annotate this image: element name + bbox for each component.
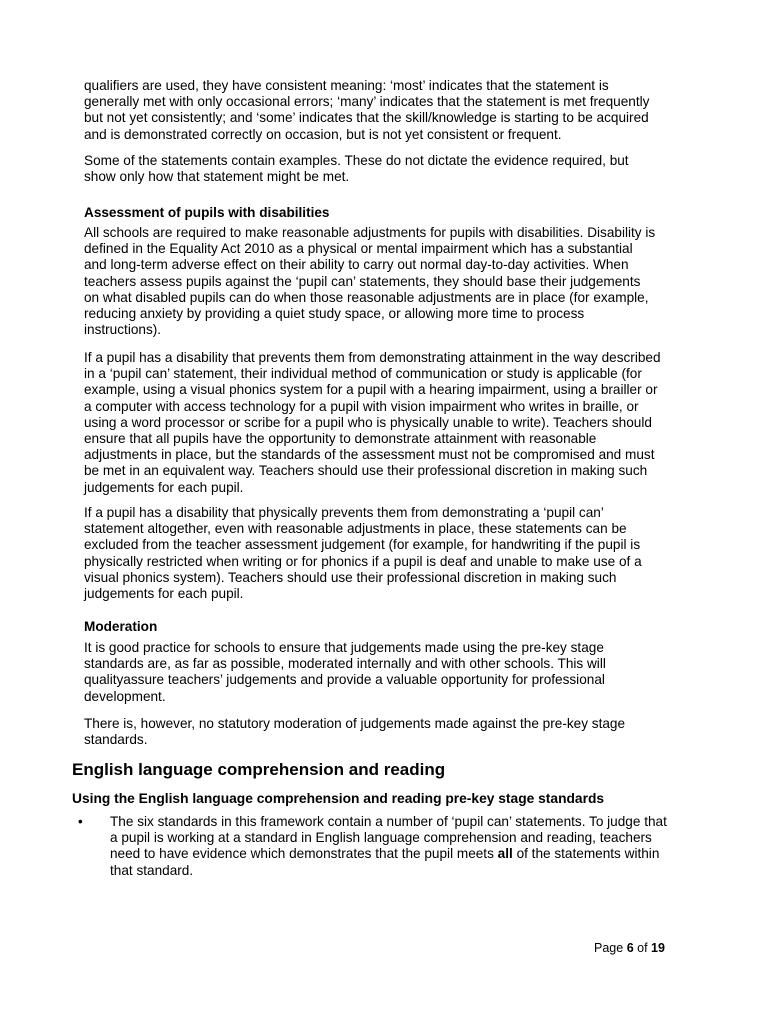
total-pages: 19	[651, 941, 665, 955]
intro-paragraph-1: qualifiers are used, they have consistent meaning: ‘most’ indicates that the statement is generally met with only occasional errors; ‘many’ indicates that the statement is met frequently but not yet consistently; and ‘some’ indicates that the skill/knowledge is starting to be acquired and is demonstrated correctly on occasion, but is not yet consistent or frequent.	[84, 78, 650, 142]
disabilities-paragraph-1: All schools are required to make reasonable adjustments for pupils with disabilities. Disability is defined in the Equality Act 2010 as a physical or mental impairment which has a substantial and long-term adverse effect on their ability to carry out normal day-to-day activities. When teachers assess pupils against the ‘pupil can’ statements, they should base their judgements on what disabled pupils can do when those reasonable adjustments are in place (for example, reducing anxiety by providing a quiet study space, or allowing more time to process instructions).	[84, 225, 656, 338]
bullet-text-end: of the statements within that standard.	[110, 846, 660, 878]
bullet-text-start: The six standards in this framework contain a number of ‘pupil can’ statements. To judge that a pupil is working at a standard in English language comprehension and reading, teachers need to have evidence which demonstrates that the pupil meets	[110, 814, 667, 862]
moderation-paragraph-1: It is good practice for schools to ensure that judgements made using the pre-key stage standards are, as far as possible, moderated internally and with other schools. This will qualityassure teachers’ judgements and provide a valuable opportunity for professional development.	[84, 640, 606, 704]
page-number	[594, 941, 665, 956]
moderation-heading: Moderation	[84, 619, 158, 634]
english-section-heading: English language comprehension and reading	[72, 760, 446, 779]
bullet-marker: •	[78, 814, 83, 829]
of-label: of	[637, 941, 648, 955]
intro-paragraph-2: Some of the statements contain examples. These do not dictate the evidence required, but show only how that statement might be met.	[84, 153, 629, 185]
moderation-paragraph-2: There is, however, no statutory moderation of judgements made against the pre-key stage standards.	[84, 716, 626, 748]
disabilities-heading: Assessment of pupils with disabilities	[84, 205, 330, 220]
current-page: 6	[626, 941, 634, 955]
english-subheading: Using the English language comprehension and reading pre-key stage standards	[72, 791, 605, 806]
bullet-text-emphasis: all	[497, 846, 513, 862]
disabilities-paragraph-2: If a pupil has a disability that prevents them from demonstrating attainment in the way described in a ‘pupil can’ statement, their individual method of communication or study is applicable (for example, using a visual phonics system for a pupil with a hearing impairment, using a brailler or a computer with access technology for a pupil with vision impairment who writes in braille, or using a word processor or scribe for a pupil who is physically unable to write). Teachers should ensure that all pupils have the opportunity to demonstrate attainment with reasonable adjustments in place, but the standards of the assessment must not be compromised and must be met in an equivalent way. Teachers should use their professional discretion in making such judgements for each pupil.	[84, 350, 661, 495]
disabilities-paragraph-3: If a pupil has a disability that physically prevents them from demonstrating a ‘pupil can’ statement altogether, even with reasonable adjustments in place, these statements can be excluded from the teacher assessment judgement (for example, for handwriting if the pupil is physically restricted when writing or for phonics if a pupil is deaf and unable to make use of a visual phonics system). Teachers should use their professional discretion in making such judgements for each pupil.	[84, 505, 642, 602]
page-label: Page	[594, 941, 624, 955]
bullet-text	[110, 814, 670, 879]
